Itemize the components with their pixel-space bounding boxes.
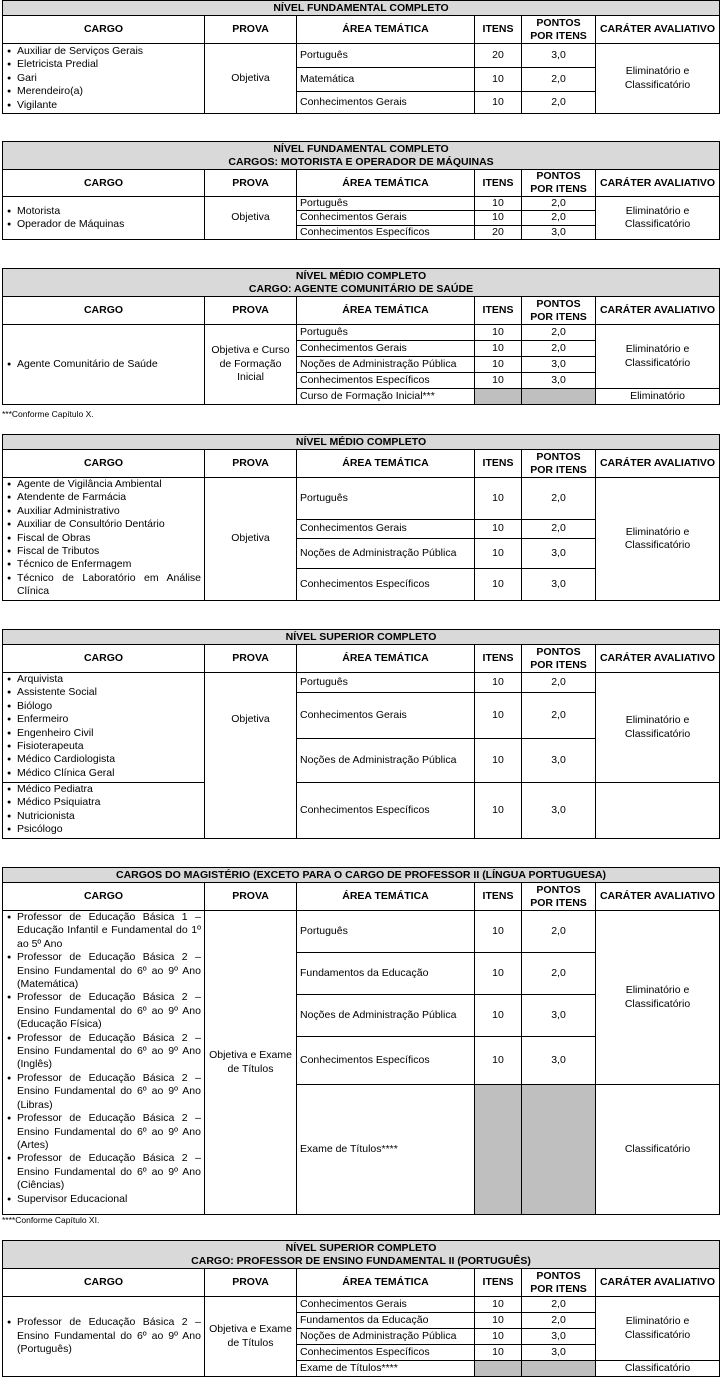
header-carater: CARÁTER AVALIATIVO [596,1269,720,1297]
prova-cell: Objetiva [205,673,297,839]
table-fundamental-1 [2,0,719,114]
list-item: ● Professor de Educação Básica 2 – Ensino Fundamental do 6º ao 9º Ano (Inglês) [6,1032,201,1072]
itens-cell: 10 [475,1297,522,1313]
list-item: ● Atendente de Farmácia [6,491,201,504]
itens-cell: 10 [475,211,522,225]
itens-cell: 10 [475,1313,522,1329]
itens-cell: 10 [475,569,522,601]
itens-cell: 10 [475,739,522,783]
header-carater: CARÁTER AVALIATIVO [596,645,720,673]
pontos-cell: 3,0 [522,1345,596,1361]
prova-cell: Objetiva [205,44,297,114]
itens-cell: 10 [475,478,522,520]
table-title: NÍVEL SUPERIOR COMPLETO [3,630,720,645]
header-carater: CARÁTER AVALIATIVO [596,883,720,911]
itens-cell: 10 [475,783,522,839]
header-prova: PROVA [205,297,297,325]
list-item: ● Engenheiro Civil [6,727,201,740]
list-item: ● Gari [6,72,201,85]
header-itens: ITENS [475,16,522,44]
header-pontos: PONTOS POR ITENS [522,883,596,911]
title-line: NÍVEL MÉDIO COMPLETO [295,269,427,282]
header-carater: CARÁTER AVALIATIVO [596,297,720,325]
carater-cell: Eliminatório e Classificatório [596,1297,720,1361]
area-cell-curso: Curso de Formação Inicial*** [297,389,475,405]
prova-cell: Objetiva e Exame de Títulos [205,1297,297,1377]
itens-cell: 10 [475,1329,522,1345]
itens-cell: 10 [475,1037,522,1085]
prova-cell: Objetiva [205,197,297,240]
area-cell-exame: Exame de Títulos**** [297,1085,475,1215]
list-item: ● Médico Pediatra [6,783,201,796]
pontos-cell: 3,0 [522,1329,596,1345]
itens-cell: 10 [475,520,522,539]
list-item: ● Técnico de Laboratório em Análise Clínica [6,572,201,599]
header-prova: PROVA [205,16,297,44]
pontos-cell: 2,0 [522,478,596,520]
area-cell: Conhecimentos Específicos [297,569,475,601]
header-prova: PROVA [205,170,297,197]
pontos-cell: 2,0 [522,92,596,114]
itens-cell: 10 [475,539,522,569]
pontos-cell: 2,0 [522,197,596,211]
pontos-cell: 3,0 [522,539,596,569]
pontos-cell: 2,0 [522,341,596,357]
area-cell: Conhecimentos Específicos [297,373,475,389]
area-cell: Português [297,478,475,520]
header-cargo: CARGO [3,645,205,673]
pontos-cell: 3,0 [522,1037,596,1085]
list-item: ● Professor de Educação Básica 2 – Ensino Fundamental do 6º ao 9º Ano (Português) [6,1316,201,1356]
header-prova: PROVA [205,450,297,478]
carater-cell: Eliminatório e Classificatório [596,673,720,783]
header-area: ÁREA TEMÁTICA [297,450,475,478]
itens-cell: 10 [475,357,522,373]
list-item: ● Agente de Vigilância Ambiental [6,478,201,491]
area-cell: Português [297,911,475,953]
header-carater: CARÁTER AVALIATIVO [596,450,720,478]
footnote: ****Conforme Capítulo XI. [2,1215,100,1225]
list-item: ● Médico Clínica Geral [6,767,201,780]
area-cell: Português [297,325,475,341]
itens-cell: 10 [475,953,522,995]
pontos-cell: 3,0 [522,357,596,373]
list-item: ● Auxiliar Administrativo [6,505,201,518]
carater-cell: Eliminatório e Classificatório [596,44,720,114]
list-item: ● Médico Psiquiatra [6,796,201,809]
itens-cell: 10 [475,673,522,693]
list-item: ● Fiscal de Obras [6,532,201,545]
subtitle-line: CARGOS: MOTORISTA E OPERADOR DE MÁQUINAS [228,155,494,168]
prova-cell: Objetiva e Curso de Formação Inicial [205,325,297,405]
area-cell: Conhecimentos Gerais [297,520,475,539]
itens-cell: 10 [475,1345,522,1361]
itens-cell: 10 [475,325,522,341]
header-prova: PROVA [205,1269,297,1297]
itens-cell: 20 [475,225,522,239]
area-cell: Conhecimentos Gerais [297,92,475,114]
list-item: ● Auxiliar de Consultório Dentário [6,518,201,531]
area-cell: Conhecimentos Gerais [297,211,475,225]
list-item: ● Professor de Educação Básica 2 – Ensino Fundamental do 6º ao 9º Ano (Ciências) [6,1152,201,1192]
header-pontos: PONTOS POR ITENS [522,170,596,197]
header-area: ÁREA TEMÁTICA [297,297,475,325]
empty-grey-cell [522,1361,596,1377]
list-item: ● Merendeiro(a) [6,85,201,98]
prova-cell: Objetiva [205,478,297,601]
header-prova: PROVA [205,883,297,911]
area-cell: Matemática [297,68,475,92]
subtitle-line: CARGO: PROFESSOR DE ENSINO FUNDAMENTAL II (PORTUGUÊS) [191,1254,531,1267]
area-cell: Fundamentos da Educação [297,953,475,995]
list-item: ● Agente Comunitário de Saúde [6,358,201,371]
itens-cell: 10 [475,92,522,114]
header-cargo: CARGO [3,297,205,325]
header-cargo: CARGO [3,1269,205,1297]
area-cell: Fundamentos da Educação [297,1313,475,1329]
header-carater: CARÁTER AVALIATIVO [596,170,720,197]
header-itens: ITENS [475,883,522,911]
list-item: ● Nutricionista [6,810,201,823]
pontos-cell: 2,0 [522,68,596,92]
header-area: ÁREA TEMÁTICA [297,1269,475,1297]
table-medio-agente [2,268,719,405]
pontos-cell: 3,0 [522,225,596,239]
pontos-cell: 2,0 [522,520,596,539]
pontos-cell: 2,0 [522,911,596,953]
header-cargo: CARGO [3,450,205,478]
list-item: ● Fiscal de Tributos [6,545,201,558]
list-item: ● Médico Cardiologista [6,753,201,766]
table-fundamental-2 [2,141,719,240]
table-title: CARGOS DO MAGISTÉRIO (EXCETO PARA O CARGO DE PROFESSOR II (LÍNGUA PORTUGUESA) [3,868,720,883]
area-cell: Conhecimentos Específicos [297,1345,475,1361]
itens-cell: 10 [475,373,522,389]
empty-grey-cell [522,389,596,405]
itens-cell: 10 [475,911,522,953]
list-item: ● Assistente Social [6,686,201,699]
carater-cell: Eliminatório e Classificatório [596,911,720,1085]
header-pontos: PONTOS POR ITENS [522,450,596,478]
list-item: ● Eletricista Predial [6,58,201,71]
list-item: ● Supervisor Educacional [6,1193,201,1206]
empty-carater-cell [596,783,720,839]
list-item: ● Motorista [6,205,201,218]
header-itens: ITENS [475,297,522,325]
header-prova: PROVA [205,645,297,673]
list-item: ● Enfermeiro [6,713,201,726]
carater-cell: Eliminatório e Classificatório [596,197,720,240]
footnote: ***Conforme Capítulo X. [2,409,94,419]
table-professor-portugues [2,1240,719,1377]
area-cell: Noções de Administração Pública [297,539,475,569]
list-item: ● Professor de Educação Básica 2 – Ensino Fundamental do 6º ao 9º Ano (Matemática) [6,951,201,991]
table-title [3,269,720,297]
area-cell: Noções de Administração Pública [297,995,475,1037]
carater-cell: Eliminatório e Classificatório [596,478,720,601]
pontos-cell: 2,0 [522,1313,596,1329]
itens-cell: 10 [475,693,522,739]
carater-cell: Classificatório [596,1085,720,1215]
area-cell-exame: Exame de Títulos**** [297,1361,475,1377]
itens-cell: 10 [475,341,522,357]
header-pontos: PONTOS POR ITENS [522,16,596,44]
list-item: ● Vigilante [6,99,201,112]
header-itens: ITENS [475,1269,522,1297]
area-cell: Português [297,44,475,68]
list-item: ● Biólogo [6,700,201,713]
pontos-cell: 2,0 [522,325,596,341]
header-cargo: CARGO [3,170,205,197]
empty-grey-cell [475,389,522,405]
area-cell: Conhecimentos Específicos [297,225,475,239]
cargo-list-cell [3,325,205,405]
header-area: ÁREA TEMÁTICA [297,170,475,197]
list-item: ● Operador de Máquinas [6,218,201,231]
header-pontos: PONTOS POR ITENS [522,1269,596,1297]
area-cell: Noções de Administração Pública [297,1329,475,1345]
table-title [3,142,720,170]
header-area: ÁREA TEMÁTICA [297,645,475,673]
area-cell: Conhecimentos Gerais [297,341,475,357]
empty-grey-cell [522,1085,596,1215]
carater-cell: Eliminatório [596,389,720,405]
table-magisterio [2,867,719,1215]
cargo-list-cell [3,1297,205,1377]
pontos-cell: 2,0 [522,953,596,995]
header-cargo: CARGO [3,16,205,44]
table-title [3,1241,720,1269]
cargo-list-cell [3,911,205,1215]
area-cell: Conhecimentos Gerais [297,1297,475,1313]
list-item: ● Professor de Educação Básica 2 – Ensino Fundamental do 6º ao 9º Ano (Educação Física) [6,991,201,1031]
pontos-cell: 3,0 [522,783,596,839]
header-pontos: PONTOS POR ITENS [522,297,596,325]
list-item: ● Técnico de Enfermagem [6,558,201,571]
prova-cell: Objetiva e Exame de Títulos [205,911,297,1215]
area-cell: Conhecimentos Gerais [297,693,475,739]
pontos-cell: 2,0 [522,693,596,739]
pontos-cell: 2,0 [522,673,596,693]
list-item: ● Psicólogo [6,823,201,836]
itens-cell: 10 [475,197,522,211]
pontos-cell: 3,0 [522,569,596,601]
cargo-list-cell [3,44,205,114]
cargo-list-cell [3,783,205,839]
list-item: ● Auxiliar de Serviços Gerais [6,45,201,58]
carater-cell: Eliminatório e Classificatório [596,325,720,389]
area-cell: Conhecimentos Específicos [297,783,475,839]
list-item: ● Fisioterapeuta [6,740,201,753]
carater-cell: Classificatório [596,1361,720,1377]
header-pontos: PONTOS POR ITENS [522,645,596,673]
header-itens: ITENS [475,645,522,673]
list-item: ● Professor de Educação Básica 2 – Ensino Fundamental do 6º ao 9º Ano (Libras) [6,1072,201,1112]
table-medio [2,434,719,601]
table-title: NÍVEL MÉDIO COMPLETO [3,435,720,450]
table-title: NÍVEL FUNDAMENTAL COMPLETO [3,1,720,16]
subtitle-line: CARGO: AGENTE COMUNITÁRIO DE SAÚDE [248,282,474,295]
cargo-list-cell [3,673,205,783]
header-itens: ITENS [475,450,522,478]
empty-grey-cell [475,1361,522,1377]
area-cell: Noções de Administração Pública [297,739,475,783]
area-cell: Noções de Administração Pública [297,357,475,373]
pontos-cell: 3,0 [522,44,596,68]
header-area: ÁREA TEMÁTICA [297,16,475,44]
header-itens: ITENS [475,170,522,197]
header-cargo: CARGO [3,883,205,911]
pontos-cell: 2,0 [522,211,596,225]
itens-cell: 10 [475,995,522,1037]
area-cell: Português [297,197,475,211]
pontos-cell: 3,0 [522,739,596,783]
list-item: ● Professor de Educação Básica 1 – Educação Infantil e Fundamental do 1º ao 5º Ano [6,911,201,951]
title-line: NÍVEL FUNDAMENTAL COMPLETO [273,142,449,155]
cargo-list-cell [3,197,205,240]
itens-cell: 20 [475,44,522,68]
area-cell: Português [297,673,475,693]
header-carater: CARÁTER AVALIATIVO [596,16,720,44]
empty-grey-cell [475,1085,522,1215]
cargo-list-cell [3,478,205,601]
pontos-cell: 2,0 [522,1297,596,1313]
list-item: ● Arquivista [6,673,201,686]
itens-cell: 10 [475,68,522,92]
table-superior [2,629,719,839]
area-cell: Conhecimentos Específicos [297,1037,475,1085]
list-item: ● Professor de Educação Básica 2 – Ensino Fundamental do 6º ao 9º Ano (Artes) [6,1112,201,1152]
pontos-cell: 3,0 [522,373,596,389]
pontos-cell: 3,0 [522,995,596,1037]
title-line: NÍVEL SUPERIOR COMPLETO [285,1241,437,1254]
header-area: ÁREA TEMÁTICA [297,883,475,911]
